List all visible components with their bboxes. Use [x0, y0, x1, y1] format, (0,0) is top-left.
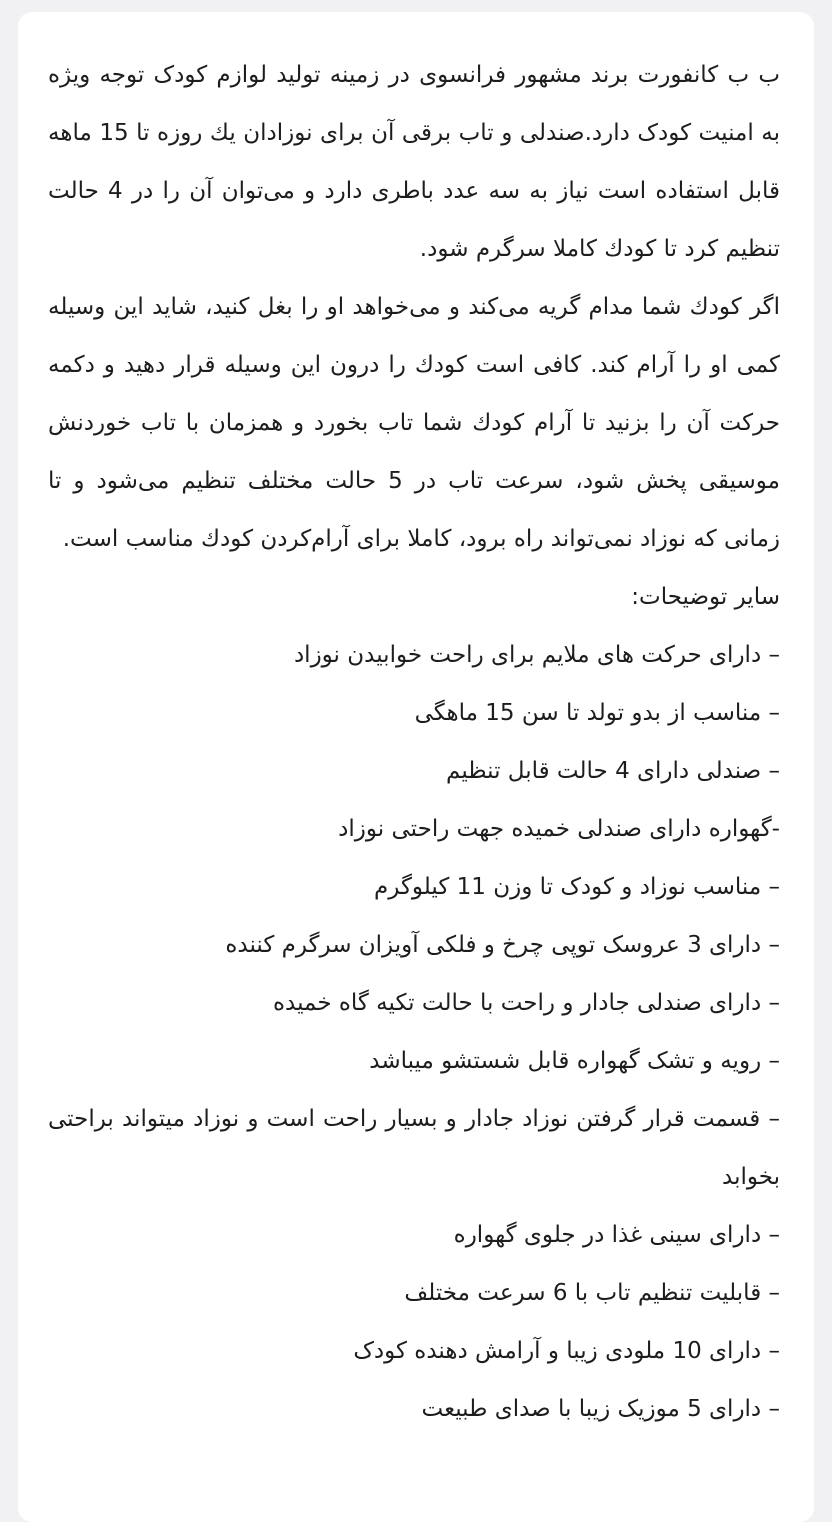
section-title: سایر توضیحات:: [631, 584, 780, 610]
feature-item: -گهواره دارای صندلی خمیده جهت راحتی نوزاد: [338, 816, 780, 842]
feature-item: – قسمت قرار گرفتن نوزاد جادار و بسیار راحت است و نوزاد میتواند براحتی بخوابد: [48, 1106, 780, 1190]
feature-item: – صندلی دارای 4 حالت قابل تنظیم: [446, 758, 780, 784]
product-description-card: [18, 12, 814, 1522]
feature-item: – رویه و تشک گهواره قابل شستشو میباشد: [369, 1048, 780, 1074]
feature-item: – دارای 5 موزیک زیبا با صدای طبیعت: [421, 1396, 780, 1422]
description-content: [18, 12, 814, 1438]
feature-item: – دارای 10 ملودی زیبا و آرامش دهنده کودک: [353, 1338, 780, 1364]
feature-item: – مناسب نوزاد و کودک تا وزن 11 کیلوگرم: [374, 874, 780, 900]
description-paragraph: ب ب کانفورت برند مشهور فرانسوی در زمینه تولید لوازم کودک توجه ویژه به امنیت کودک دارد.صندلی و تاب برقی آن برای نوزادان یك روزه تا 15 ماهه قابل استفاده است نیاز به سه عدد باطری دارد و می‌توان آن را در 4 حالت تنظیم کرد تا کودك کاملا سرگرم شود.: [48, 62, 780, 262]
feature-item: – دارای حرکت های ملایم برای راحت خوابیدن نوزاد: [293, 642, 780, 668]
feature-item: – دارای 3 عروسک توپی چرخ و فلکی آویزان سرگرم کننده: [225, 932, 780, 958]
feature-item: – قابلیت تنظیم تاب با 6 سرعت مختلف: [404, 1280, 780, 1306]
description-paragraph: اگر کودك شما مدام گریه می‌کند و می‌خواهد او را بغل کنید، شاید این وسیله کمی او را آرام کند. کافی است کودك را درون این وسیله قرار دهید و دکمه حرکت آن را بزنید تا آرام کودك شما تاب بخورد و همزمان با تاب خوردنش موسیقی پخش شود، سرعت تاب در 5 حالت مختلف تنظیم می‌شود و تا زمانی که نوزاد نمی‌تواند راه برود، کاملا برای آرام‌کردن کودك مناسب است.: [48, 294, 780, 552]
feature-item: – دارای سینی غذا در جلوی گهواره: [453, 1222, 780, 1248]
feature-item: – دارای صندلی جادار و راحت با حالت تکیه گاه خمیده: [272, 990, 780, 1016]
feature-item: – مناسب از بدو تولد تا سن 15 ماهگی: [414, 700, 780, 726]
